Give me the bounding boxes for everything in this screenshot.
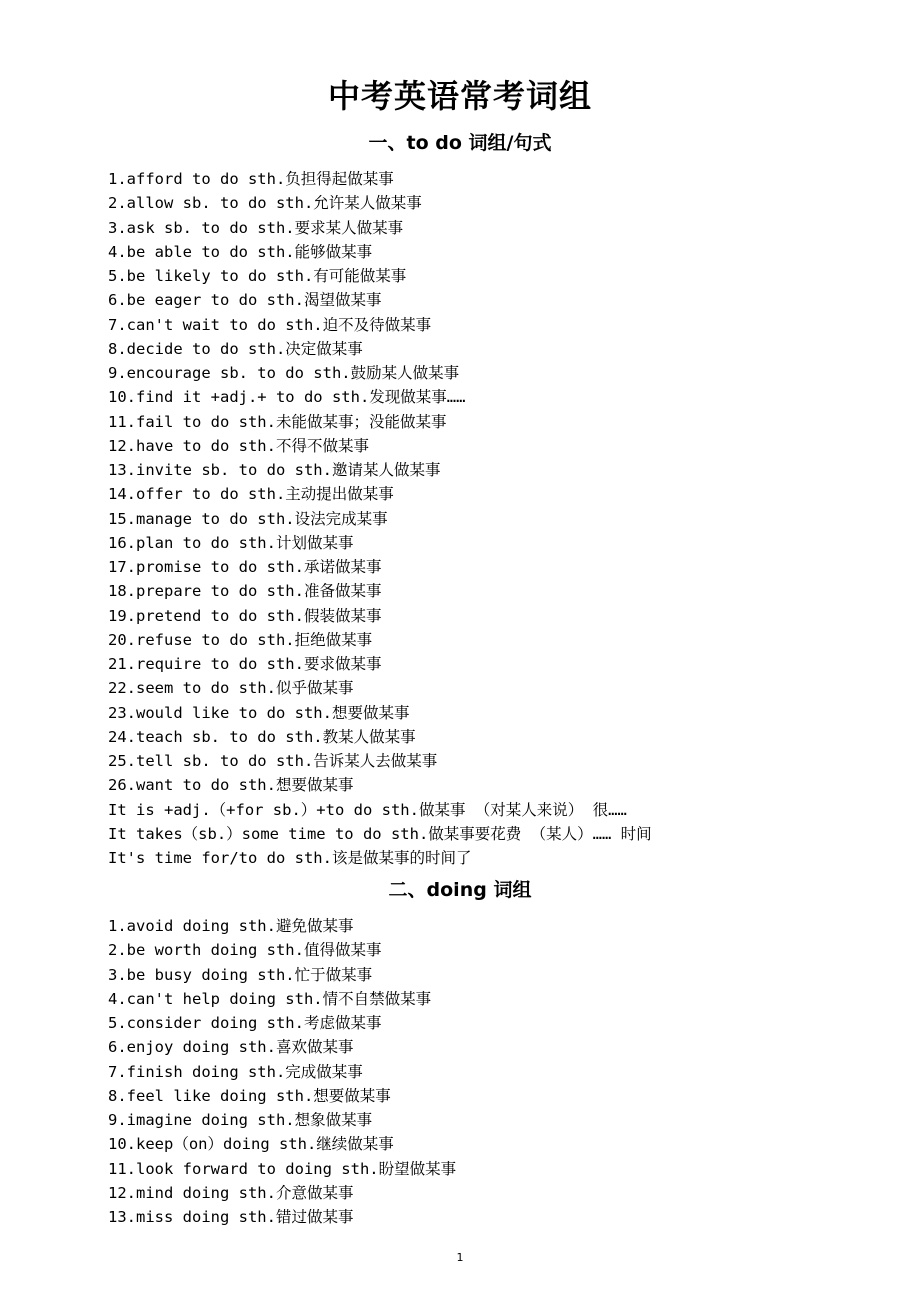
phrase-item: 13.miss doing sth.错过做某事 — [108, 1208, 354, 1226]
phrase-item: 17.promise to do sth.承诺做某事 — [108, 558, 382, 576]
phrase-item: 11.fail to do sth.未能做某事；没能做某事 — [108, 412, 447, 431]
phrase-item: 1.avoid doing sth.避免做某事 — [108, 917, 354, 935]
phrase-item: 12.mind doing sth.介意做某事 — [108, 1183, 354, 1202]
phrase-item: 19.pretend to do sth.假装做某事 — [108, 606, 382, 625]
phrase-item: 15.manage to do sth.设法完成某事 — [108, 509, 388, 528]
phrase-item: 2.allow sb. to do sth.允许某人做某事 — [108, 194, 422, 213]
phrase-item: 4.can't help doing sth.情不自禁做某事 — [108, 989, 432, 1008]
phrase-item: 20.refuse to do sth.拒绝做某事 — [108, 630, 373, 649]
phrase-item: 21.require to do sth.要求做某事 — [108, 655, 382, 673]
sentence-pattern-item: It is +adj.（+for sb.）+to do sth.做某事 （对某人来说） 很…… — [108, 800, 627, 819]
phrase-item: 14.offer to do sth.主动提出做某事 — [108, 485, 394, 504]
sentence-pattern-item: It takes（sb.）some time to do sth.做某事要花费 （某人）…… 时间 — [108, 824, 652, 843]
phrase-item: 3.ask sb. to do sth.要求某人做某事 — [108, 218, 404, 237]
doing-phrase-list — [108, 914, 888, 1229]
phrase-item: 9.imagine doing sth.想象做某事 — [108, 1111, 373, 1129]
phrase-item: 6.enjoy doing sth.喜欢做某事 — [108, 1038, 354, 1057]
phrase-item: 25.tell sb. to do sth.告诉某人去做某事 — [108, 752, 438, 770]
phrase-item: 3.be busy doing sth.忙于做某事 — [108, 965, 373, 984]
phrase-item: 13.invite sb. to do sth.邀请某人做某事 — [108, 461, 441, 479]
phrase-item: 5.consider doing sth.考虑做某事 — [108, 1014, 382, 1032]
phrase-item: 11.look forward to doing sth.盼望做某事 — [108, 1159, 457, 1178]
phrase-item: 4.be able to do sth.能够做某事 — [108, 242, 373, 261]
document-title: 中考英语常考词组 — [327, 77, 592, 115]
phrase-item: 8.feel like doing sth.想要做某事 — [108, 1086, 391, 1105]
phrase-item: 6.be eager to do sth.渴望做某事 — [108, 291, 382, 310]
phrase-item: 2.be worth doing sth.值得做某事 — [108, 941, 382, 960]
phrase-item: 1.afford to do sth.负担得起做某事 — [108, 170, 394, 188]
section-heading-doing: 二、doing 词组 — [388, 879, 532, 901]
to-do-phrase-list — [108, 167, 888, 870]
sentence-pattern-item: It's time for/to do sth.该是做某事的时间了 — [108, 849, 472, 867]
phrase-item: 18.prepare to do sth.准备做某事 — [108, 582, 382, 601]
phrase-item: 5.be likely to do sth.有可能做某事 — [108, 267, 407, 285]
phrase-item: 7.finish doing sth.完成做某事 — [108, 1062, 363, 1081]
phrase-item: 8.decide to do sth.决定做某事 — [108, 339, 363, 358]
phrase-item: 24.teach sb. to do sth.教某人做某事 — [108, 727, 416, 746]
phrase-item: 10.keep（on）doing sth.继续做某事 — [108, 1135, 394, 1154]
section-heading-to-do: 一、to do 词组/句式 — [368, 132, 552, 154]
phrase-item: 22.seem to do sth.似乎做某事 — [108, 679, 354, 698]
phrase-item: 12.have to do sth.不得不做某事 — [108, 436, 369, 455]
phrase-item: 9.encourage sb. to do sth.鼓励某人做某事 — [108, 364, 460, 382]
phrase-item: 26.want to do sth.想要做某事 — [108, 776, 354, 795]
phrase-item: 23.would like to do sth.想要做某事 — [108, 703, 410, 722]
phrase-item: 16.plan to do sth.计划做某事 — [108, 533, 354, 552]
phrase-item: 10.find it +adj.+ to do sth.发现做某事…… — [108, 388, 466, 407]
phrase-item: 7.can't wait to do sth.迫不及待做某事 — [108, 315, 432, 334]
page-number: 1 — [456, 1251, 464, 1264]
